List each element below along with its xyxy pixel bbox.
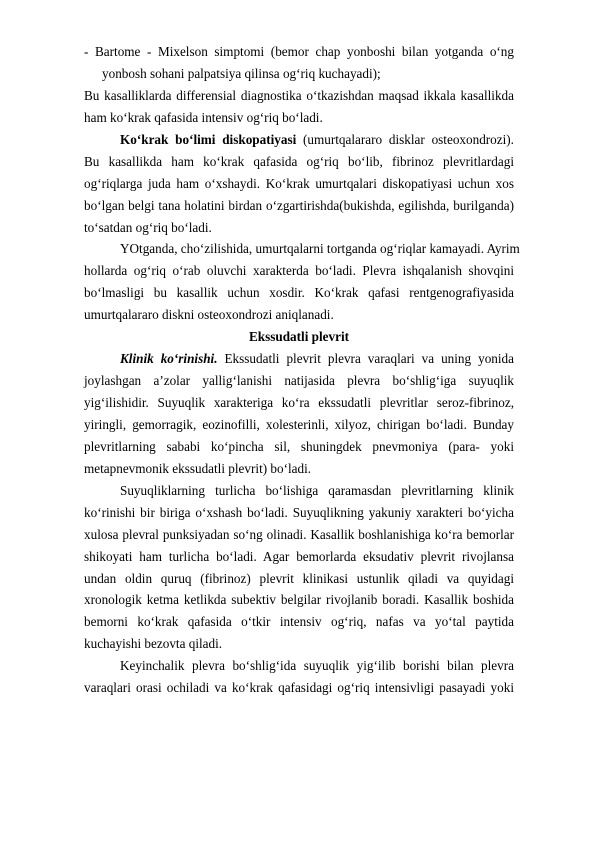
document-page <box>84 41 520 699</box>
text-run: Ekssudatli plevrit plevra varaqlari va uning yonida <box>217 351 514 367</box>
text-line: bo‘lgan belgi tana holatini birdan o‘zgartirishda(bukishda, egilishda, burilganda) <box>84 197 514 213</box>
text-line: - Bartome - Mixelson simptomi (bemor chap yonboshi bilan yotganda o‘ng <box>84 44 514 59</box>
paragraph-differential-diagnostics <box>84 85 514 129</box>
bold-term: Ko‘krak bo‘limi diskopatiyasi <box>120 131 297 147</box>
paragraph-bartome-symptom <box>84 41 514 85</box>
text-line: undan oldin quruq (fibrinoz) plevrit klinikasi ustunlik qiladi va quyidagi <box>84 570 514 586</box>
text-line: xulosa plevral punksiyadan so‘ng olinadi. Kasallik boshlanishiga ko‘ra bemorlar <box>84 526 514 542</box>
section-heading-text: Ekssudatli plevrit <box>248 329 350 345</box>
text-line <box>84 348 514 370</box>
paragraph-lying-position <box>84 238 520 326</box>
bold-italic-term: Klinik ko‘rinishi. <box>120 351 218 367</box>
text-line: plevritlarning sababi ko‘pincha sil, shuningdek pnevmoniya (para- yoki <box>84 438 514 454</box>
text-line: kuchayishi bezovta qiladi. <box>84 636 223 652</box>
text-line: og‘riqlarga juda ham o‘xshaydi. Ko‘krak umurtqalari diskopatiyasi uchun xos <box>84 175 514 191</box>
paragraph-fluid-accumulation <box>84 655 514 699</box>
text-line: bo‘lmasligi bu kasallik uchun xosdir. Ko‘krak qafasi rentgenografiyasida <box>84 285 514 301</box>
text-line: joylashgan a’zolar yallig‘lanishi natijasida plevra bo‘shlig‘iga suyuqlik <box>84 373 514 389</box>
paragraph-discopathy <box>84 129 514 239</box>
text-line: to‘satdan og‘riq bo‘ladi. <box>84 219 212 235</box>
text-line: hollarda og‘riq o‘rab oluvchi xarakterda bo‘ladi. Plevra ishqalanish shovqini <box>84 263 514 279</box>
text-line: Suyuqliklarning turlicha bo‘lishiga qaramasdan plevritlarning klinik <box>120 482 514 498</box>
text-line: umurtqalararo diskni osteoxondrozi aniqlanadi. <box>84 307 334 323</box>
text-line: bemorni ko‘krak qafasida o‘tkir intensiv og‘riq, nafas va yo‘tal paytida <box>84 614 514 630</box>
section-heading <box>84 326 514 348</box>
text-line: shikoyati ham turlicha bo‘ladi. Agar bemorlarda eksudativ plevrit rivojlansa <box>84 548 514 564</box>
text-line: yonbosh sohani palpatsiya qilinsa og‘riq kuchayadi); <box>102 65 381 81</box>
text-run: (umurtqalararo disklar osteoxondrozi). <box>296 131 514 147</box>
paragraph-fluid-types <box>84 480 514 656</box>
text-line: ham ko‘krak qafasida intensiv og‘riq bo‘ladi. <box>84 109 323 125</box>
text-line: varaqlari orasi ochiladi va ko‘krak qafasidagi og‘riq intensivligi pasayadi yoki <box>84 680 514 696</box>
text-line <box>84 129 514 151</box>
paragraph-clinical-picture <box>84 348 514 480</box>
text-line: metapnevmonik ekssudatli plevrit) bo‘ladi. <box>84 460 312 476</box>
text-line: xronologik ketma ketlikda subektiv belgilar rivojlanib boradi. Kasallik boshida <box>84 592 514 608</box>
text-line: ko‘rinishi bir biriga o‘xshash bo‘ladi. Suyuqlikning yakuniy xarakteri bo‘yicha <box>84 504 514 520</box>
text-line: Bu kasallikda ham ko‘krak qafasida og‘riq bo‘lib, fibrinoz plevritlardagi <box>84 153 514 169</box>
text-line: YOtganda, cho‘zilishida, umurtqalarni tortganda og‘riqlar kamayadi. Ayrim <box>120 241 520 257</box>
text-line: Bu kasalliklarda differensial diagnostika o‘tkazishdan maqsad ikkala kasallikda <box>84 87 514 103</box>
text-line: yig‘ilishidir. Suyuqlik xarakteriga ko‘ra ekssudatli plevritlar seroz-fibrinoz, <box>84 395 514 410</box>
text-line: Keyinchalik plevra bo‘shlig‘ida suyuqlik yig‘ilib borishi bilan plevra <box>120 658 514 674</box>
text-line: yiringli, gemorragik, eozinofilli, xolesterinli, xilyoz, chirigan bo‘ladi. Bunday <box>84 416 514 432</box>
